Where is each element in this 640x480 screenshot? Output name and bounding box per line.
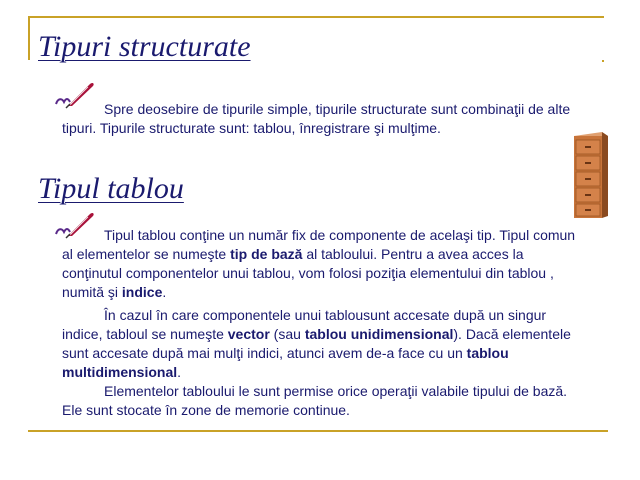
p3-text-2: (sau bbox=[269, 326, 305, 342]
filing-cabinet-icon bbox=[570, 130, 610, 220]
p2-text-3: . bbox=[162, 284, 167, 300]
p3-text-4: . bbox=[177, 364, 182, 380]
p2-text-1: Tipul tablou conţine un număr fix de componente de acelaşi tip. Tipul comun al elementelor se numeşte bbox=[62, 227, 576, 262]
p2-text-2: al tabloului. Pentru a avea acces la conţinutul componentelor unui tablou, vom folosi poziţia elementului din tablou , numită şi bbox=[62, 246, 554, 300]
paragraph-tablou-definition bbox=[62, 226, 587, 302]
bottom-rule bbox=[28, 430, 608, 432]
left-rule bbox=[28, 16, 30, 60]
paragraph-operatii-text: Elementelor tabloului le sunt permise orice operaţii valabile tipului de bază. Ele sunt stocate în zone de memorie continue. bbox=[62, 383, 568, 418]
term-tablou-unidimensional: tablou unidimensional bbox=[304, 326, 454, 342]
heading-tipuri-structurate: Tipuri structurate bbox=[38, 30, 251, 63]
term-vector: vector bbox=[227, 326, 270, 342]
paragraph-operatii bbox=[62, 382, 587, 420]
top-rule bbox=[28, 16, 604, 18]
term-tip-de-baza: tip de bază bbox=[230, 246, 303, 262]
term-tablou-multidimensional: tablou multidimensional bbox=[62, 345, 509, 380]
paragraph-intro bbox=[62, 100, 587, 138]
heading-tipul-tablou: Tipul tablou bbox=[38, 172, 184, 205]
paragraph-intro-text: Spre deosebire de tipurile simple, tipurile structurate sunt combinaţii de alte tipuri. Tipurile structurate sunt: tablou, înregistrare şi mulţime. bbox=[62, 101, 571, 136]
p3-text-3: ). Dacă elementele sunt accesate după mai mulţi indici, atunci avem de-a face cu un bbox=[62, 326, 571, 361]
p3-text-1: În cazul în care componentele unui tablousunt accesate după un singur indice, tabloul se numeşte bbox=[62, 307, 547, 342]
right-rule-tick bbox=[602, 60, 604, 62]
paragraph-vector bbox=[62, 306, 587, 382]
term-indice: indice bbox=[121, 284, 163, 300]
